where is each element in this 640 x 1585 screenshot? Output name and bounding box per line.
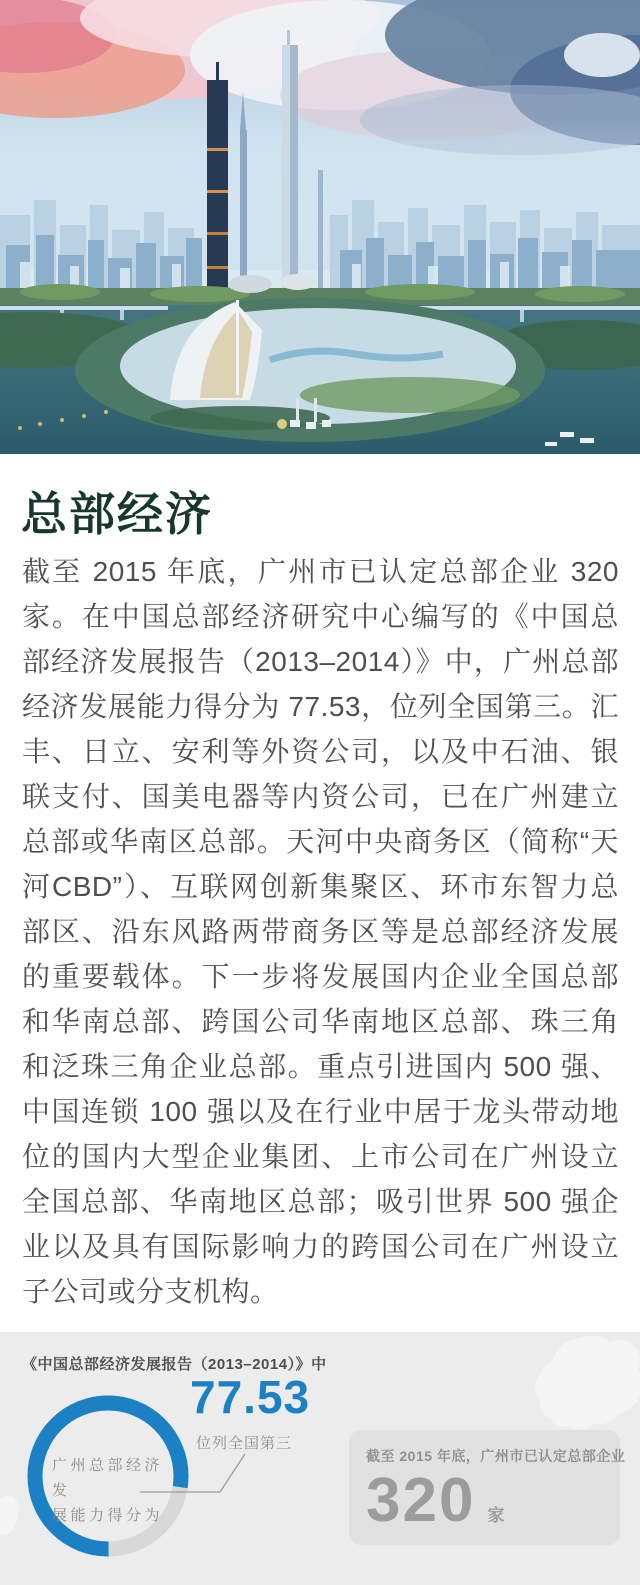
page-title: 总部经济 xyxy=(21,488,213,540)
enterprises-value-row xyxy=(366,1468,603,1533)
guangzhou-cityscape-photo xyxy=(0,0,640,454)
donut-label-line1: 广州总部经济发 xyxy=(52,1457,164,1499)
enterprises-value: 320 xyxy=(366,1466,476,1535)
watermark-blob xyxy=(0,1492,24,1538)
enterprises-stat-box xyxy=(349,1430,626,1545)
cityscape-illustration xyxy=(0,0,640,454)
score-value: 77.53 xyxy=(190,1371,311,1423)
score-rank-label: 位列全国第三 xyxy=(196,1435,293,1452)
enterprises-caption: 截至 2015 年底，广州市已认定总部企业 xyxy=(366,1448,626,1464)
donut-label-line2: 展能力得分为 xyxy=(52,1507,164,1524)
report-caption: 《中国总部经济发展报告（2013–2014）》中 xyxy=(22,1356,327,1373)
infographic-footer xyxy=(0,1332,640,1585)
enterprises-unit: 家 xyxy=(487,1506,505,1525)
article-body: 截至 2015 年底，广州市已认定总部企业 320 家。在中国总部经济研究中心编写的《中国总部经济发展报告（2013–2014）》中，广州总部经济发展能力得分为 77.53，位列全国第三。汇丰、日立、安利等外资公司，以及中石油、银联支付、国美电器等内资公司，已在广州建立总部或华南区总部。天河中央商务区（简称“天河CBD”）、互联网创新集聚区、环市东智力总部区、沿东风路两带商务区等是总部经济发展的重要载体。下一步将发展国内企业全国总部和华南总部、跨国公司华南地区总部、珠三角和泛珠三角企业总部。重点引进国内 500 强、中国连锁 100 强以及在行业中居于龙头带动地位的国内大型企业集团、上市公司在广州设立全国总部、华南地区总部；吸引世界 500 强企业以及具有国际影响力的跨国公司在广州设立子公司或分支机构。 xyxy=(22,556,619,1307)
china-map-watermark-icon xyxy=(498,1330,640,1438)
